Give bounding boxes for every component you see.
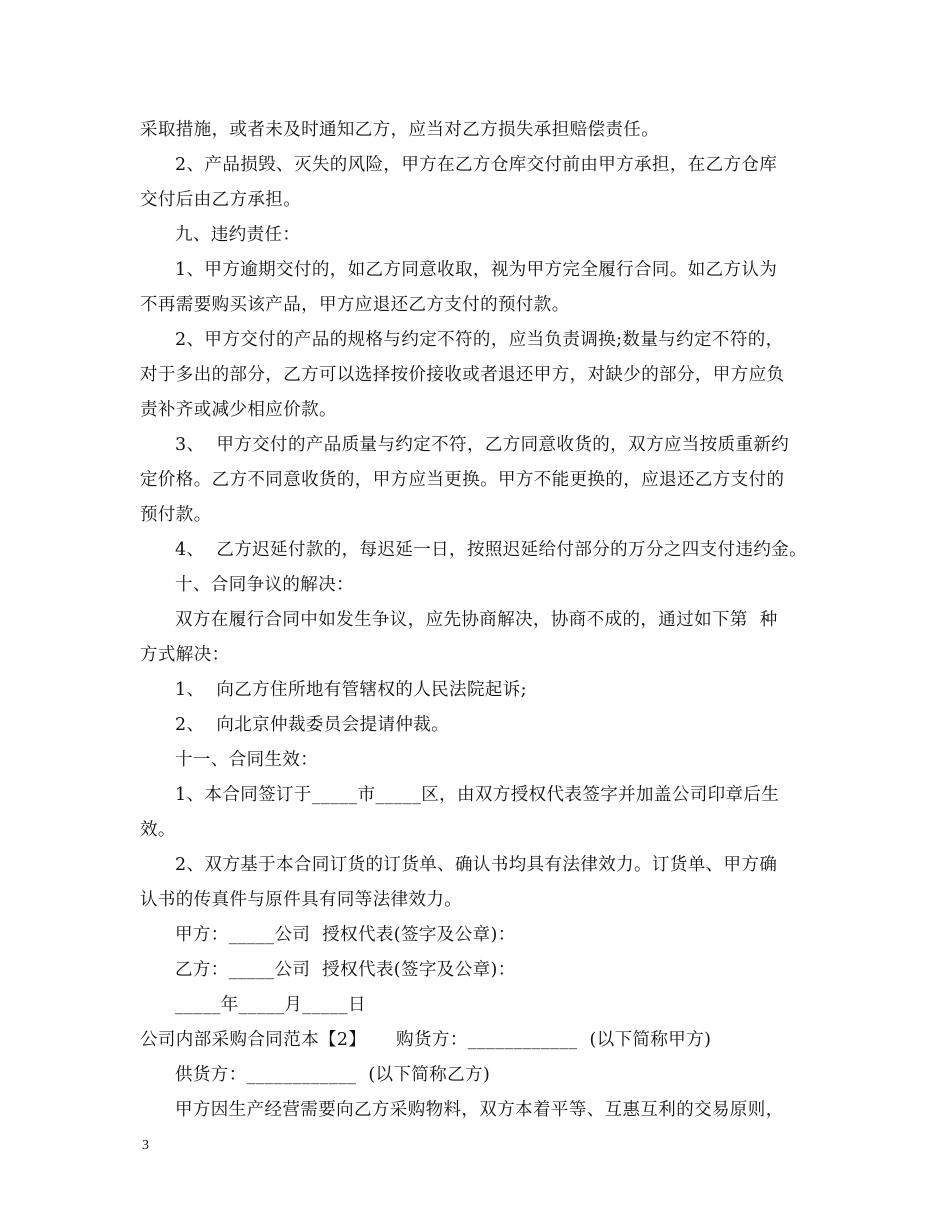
text-line: 2、产品损毁、灭失的风险，甲方在乙方仓库交付前由甲方承担，在乙方仓库 <box>175 155 778 175</box>
document-title-line: 公司内部采购合同范本【2】 购货方：____________ (以下简称甲方) <box>140 1030 712 1050</box>
text-line: 1、 向乙方住所地有管辖权的人民法院起诉; <box>175 680 527 700</box>
text-line: 预付款。 <box>140 505 212 525</box>
text-line: 2、甲方交付的产品的规格与约定不符的，应当负责调换;数量与约定不符的， <box>175 330 784 350</box>
text-line: 不再需要购买该产品，甲方应退还乙方支付的预付款。 <box>140 295 570 315</box>
text-line: 方式解决： <box>140 645 230 665</box>
text-line: 双方在履行合同中如发生争议，应先协商解决，协商不成的，通过如下第 种 <box>175 610 778 630</box>
text-line: 3、 甲方交付的产品质量与约定不符，乙方同意收货的，双方应当按质重新约 <box>175 435 790 455</box>
signature-line: 乙方：_____公司 授权代表(签字及公章)： <box>175 960 516 980</box>
text-line: 责补齐或减少相应价款。 <box>140 400 337 420</box>
text-line: 效。 <box>140 820 176 840</box>
text-line: 2、双方基于本合同订货的订货单、确认书均具有法律效力。订货单、甲方确 <box>175 855 778 875</box>
text-line: 2、 向北京仲裁委员会提请仲裁。 <box>175 715 450 735</box>
text-line: 1、本合同签订于_____市_____区，由双方授权代表签字并加盖公司印章后生 <box>175 785 780 805</box>
text-line: 供货方：____________ (以下简称乙方) <box>175 1065 491 1085</box>
text-line: 4、 乙方迟延付款的，每迟延一日，按照迟延给付部分的万分之四支付违约金。 <box>175 540 808 560</box>
text-line: 1、甲方逾期交付的，如乙方同意收取，视为甲方完全履行合同。如乙方认为 <box>175 260 778 280</box>
signature-line: 甲方：_____公司 授权代表(签字及公章)： <box>175 925 516 945</box>
text-line: 采取措施，或者未及时通知乙方，应当对乙方损失承担赔偿责任。 <box>140 120 660 140</box>
text-line: 认书的传真件与原件具有同等法律效力。 <box>140 890 463 910</box>
text-line: 交付后由乙方承担。 <box>140 190 302 210</box>
date-line: _____年_____月_____日 <box>175 995 366 1015</box>
section-heading: 九、违约责任： <box>175 225 301 245</box>
page-number: 3 <box>142 1138 149 1153</box>
text-line: 对于多出的部分，乙方可以选择按价接收或者退还甲方，对缺少的部分，甲方应负 <box>140 365 785 385</box>
section-heading: 十一、合同生效： <box>175 750 319 770</box>
text-line: 甲方因生产经营需要向乙方采购物料，双方本着平等、互惠互利的交易原则， <box>175 1100 784 1120</box>
text-line: 定价格。乙方不同意收货的，甲方应当更换。甲方不能更换的，应退还乙方支付的 <box>140 470 785 490</box>
section-heading: 十、合同争议的解决： <box>175 575 354 595</box>
